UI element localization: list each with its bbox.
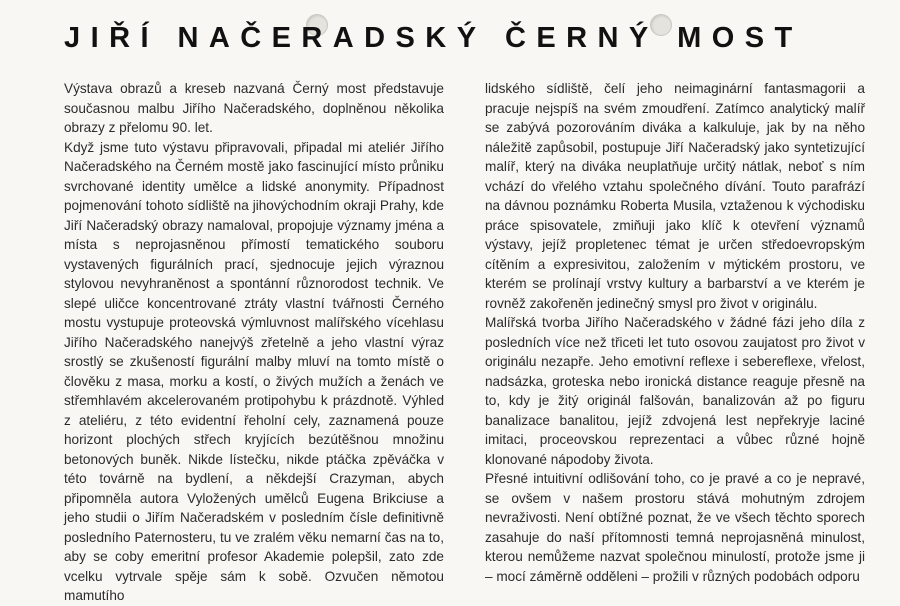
text-column-right <box>485 79 865 586</box>
paragraph: lidského sídliště, čelí jeho neimaginární fantasmagorii a pracuje nejspíš na svém zmoudření. Zatímco analytický malíř se zabývá pozorováním diváka a kalkuluje, jak by na něho náležitě zapůsobil, postupuje Jiří Načeradský jako syntetizující malíř, který na diváka neuplatňuje určitý nátlak, neboť s ním vchází do vřelého vztahu společného dívání. Touto parafrází na dávnou poznámku Roberta Musila, vztaženou k východisku práce spisovatele, zmiňuji jako klíč k otevření významů výstavy, jejíž propletenec témat je určen středoevropským cítěním a expresivitou, založením v mýtickém prostoru, ve kterém se prolínají vrstvy kultury a barbarství a ve kterém je rovněž zakořeněn jedinečný smysl pro život v originálu. <box>485 81 865 311</box>
paragraph: Malířská tvorba Jiřího Načeradského v žádné fázi jeho díla z posledních více než třiceti let tuto osovou zaujatost pro život v originálu nezapře. Jeho emotivní reflexe i sebereflexe, vřelost, nadsázka, groteska nebo ironická distance reaguje přesně na to, kdy je žitý originál falšován, banalizován až po figuru banalizace banalitou, jejíž zdvojená lest nepřekryje laciné imitaci, proceovskou reprezentaci a vůbec různé hojně klonované nápodoby života. <box>485 315 865 467</box>
paragraph: Přesné intuitivní odlišování toho, co je pravé a co je nepravé, se ovšem v našem prostoru stává mohutným zdrojem nevraživosti. Není obtížné poznat, že ve všech těchto sporech zasahuje do naší přítomnosti temná neprojasněná minulost, kterou nemůžeme nazvat společnou minulostí, protože jsme ji – mocí záměrně odděleni – prožili v různých podobách odporu <box>485 471 865 584</box>
paragraph: Když jsme tuto výstavu připravovali, připadal mi ateliér Jiřího Načeradského na Černém mostě jako fascinující místo průniku svrchované identity umělce a lidské anonymity. Případnost pojmenování tohoto sídliště na jihovýchodním okraji Prahy, kde Jiří Načeradský obrazy namaloval, propojuje významy jména a místa s neprojasněnou přímostí tematického souboru vystavených figurálních prací, sjednocuje jejich výraznou stylovou nevyhraněnost a spontánní různorodost technik. Ve slepé uličce koncentrované ztráty vlastní tvářnosti Černého mostu vystupuje proteovská výmluvnost malířského vícehlasu Jiřího Načeradského nanejvýš zřetelně a jeho vlastní výraz srostlý se zkušeností figurální malby mluví na tomto místě o člověku z masa, morku a kostí, o živých mužích a ženách ve střemhlavém akcelerovaném protipohybu k prázdnotě. Výhled z ateliéru, z této evidentní řeholní cely, zaznamená pouze horizont plochých střech kryjících bezútěšnou množinu betonových buněk. Nikde lístečku, nikde ptáčka zpěváčka v této továrně na bydlení, a někdejší Crazyman, abych připomněla autora Vyložených umělců Eugena Brikciuse a jeho studii o Jiřím Načeradském v posledním čísle definitivně posledního Paternosteru, tu ve zralém věku nemarní čas na to, aby se coby emeritní profesor Akademie polepšil, zato zde vcelku vytrvale spěje sám k sobě. Ozvučen němotou mamutího <box>64 139 444 603</box>
paragraph: Výstava obrazů a kreseb nazvaná Černý most představuje současnou malbu Jiřího Načeradského, doplněnou několika obrazy z přelomu 90. let. <box>64 81 444 135</box>
page-title: JIŘÍ NAČERADSKÝ ČERNÝ MOST <box>64 22 803 54</box>
text-column-left <box>64 79 444 606</box>
